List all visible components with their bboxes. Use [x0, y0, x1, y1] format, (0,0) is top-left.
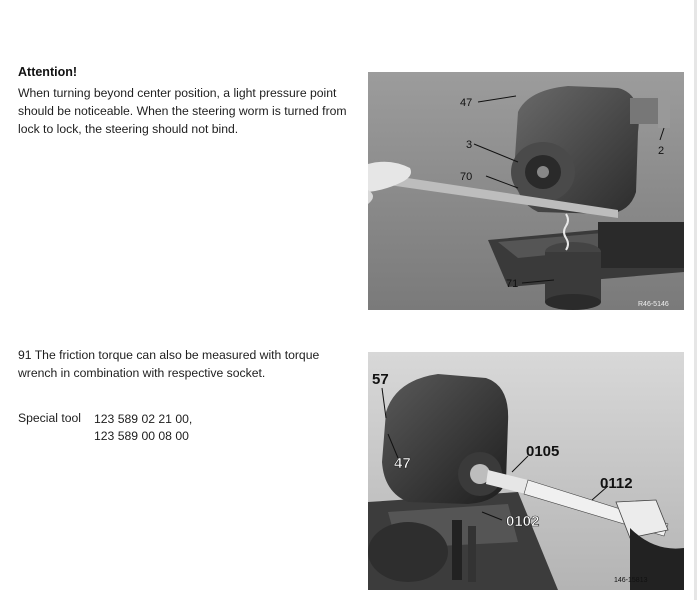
callout-0105: 0105	[526, 443, 560, 460]
callout-71: 71	[506, 278, 519, 290]
photo-id-2: 146-15813	[614, 577, 648, 584]
callout-70: 70	[460, 171, 473, 183]
callout-2: 2	[658, 145, 665, 157]
attention-heading: Attention!	[18, 65, 78, 79]
figure-2-illustration	[368, 352, 684, 590]
step-91-text: 91 The friction torque can also be measured with torque wrench in combination with respective socket.	[18, 348, 320, 380]
special-tool-number: 123 589 00 08 00	[94, 429, 189, 443]
special-tool-number: 123 589 02 21 00,	[94, 412, 193, 426]
special-tool-numbers	[94, 411, 192, 445]
callout-3: 3	[466, 139, 473, 151]
figure-steering-gear-torque-wrench	[368, 352, 684, 590]
attention-text: When turning beyond center position, a light pressure point should be noticeable. When the steering worm is turned from lock to lock, the steering should not bind.	[18, 86, 347, 136]
special-tool-label: Special tool	[18, 411, 82, 425]
callout-57: 57	[372, 371, 389, 388]
callout-47: 47	[460, 97, 473, 109]
callout-0102: 0102	[506, 513, 540, 530]
callout-0112: 0112	[600, 475, 633, 492]
callout-47-wrench: 47	[394, 455, 411, 472]
figure-1-illustration	[368, 72, 684, 310]
figure-steering-gear-lever	[368, 72, 684, 310]
photo-id-1: R46-5146	[638, 301, 669, 308]
